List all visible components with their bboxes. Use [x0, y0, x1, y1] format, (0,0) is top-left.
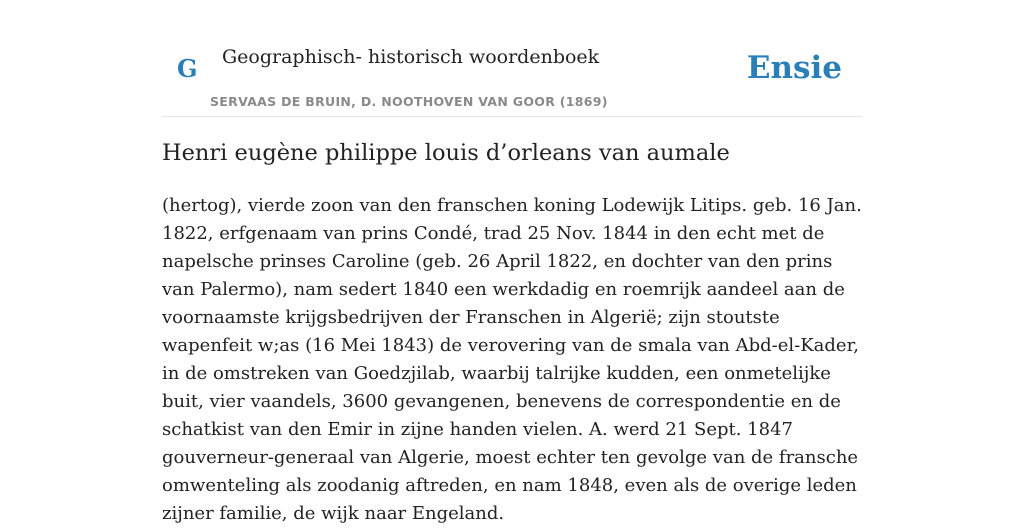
book-author: SERVAAS DE BRUIN, D. NOOTHOVEN VAN GOOR (1869)	[210, 94, 608, 109]
page-header	[162, 0, 862, 117]
ensie-logo[interactable]: Ensie	[746, 50, 842, 86]
letter-index-link[interactable]: G	[177, 54, 198, 83]
entry-body: (hertog), vierde zoon van den franschen koning Lodewijk Litips. geb. 16 Jan. 1822, erfgenaam van prins Condé, trad 25 Nov. 1844 in den echt met de napelsche prinses Caroline (geb. 26 April 1822, en dochter van den prins van Palermo), nam sedert 1840 een werkdadig en roemrijk aandeel aan de voornaamste krijgsbedrijven der Franschen in Algerië; zijn stoutste wapenfeit w;as (16 Mei 1843) de verovering van de smala van Abd-el-Kader, in de omstreken van Goedzjilab, waarbij talrijke kudden, een onmetelijke buit, vier vaandels, 3600 gevangenen, benevens de correspondentie en de schatkist van den Emir in zijne handen vielen. A. werd 21 Sept. 1847 gouverneur-generaal van Algerie, moest echter ten gevolge van de fransche omwenteling als zoodanig aftreden, en nam 1848, even als de overige leden zijner familie, de wijk naar Engeland.	[162, 195, 862, 524]
book-title-link[interactable]: Geographisch- historisch woordenboek	[222, 46, 600, 68]
page-container	[162, 0, 862, 524]
entry-title: Henri eugène philippe louis d’orleans van aumale	[162, 140, 730, 166]
